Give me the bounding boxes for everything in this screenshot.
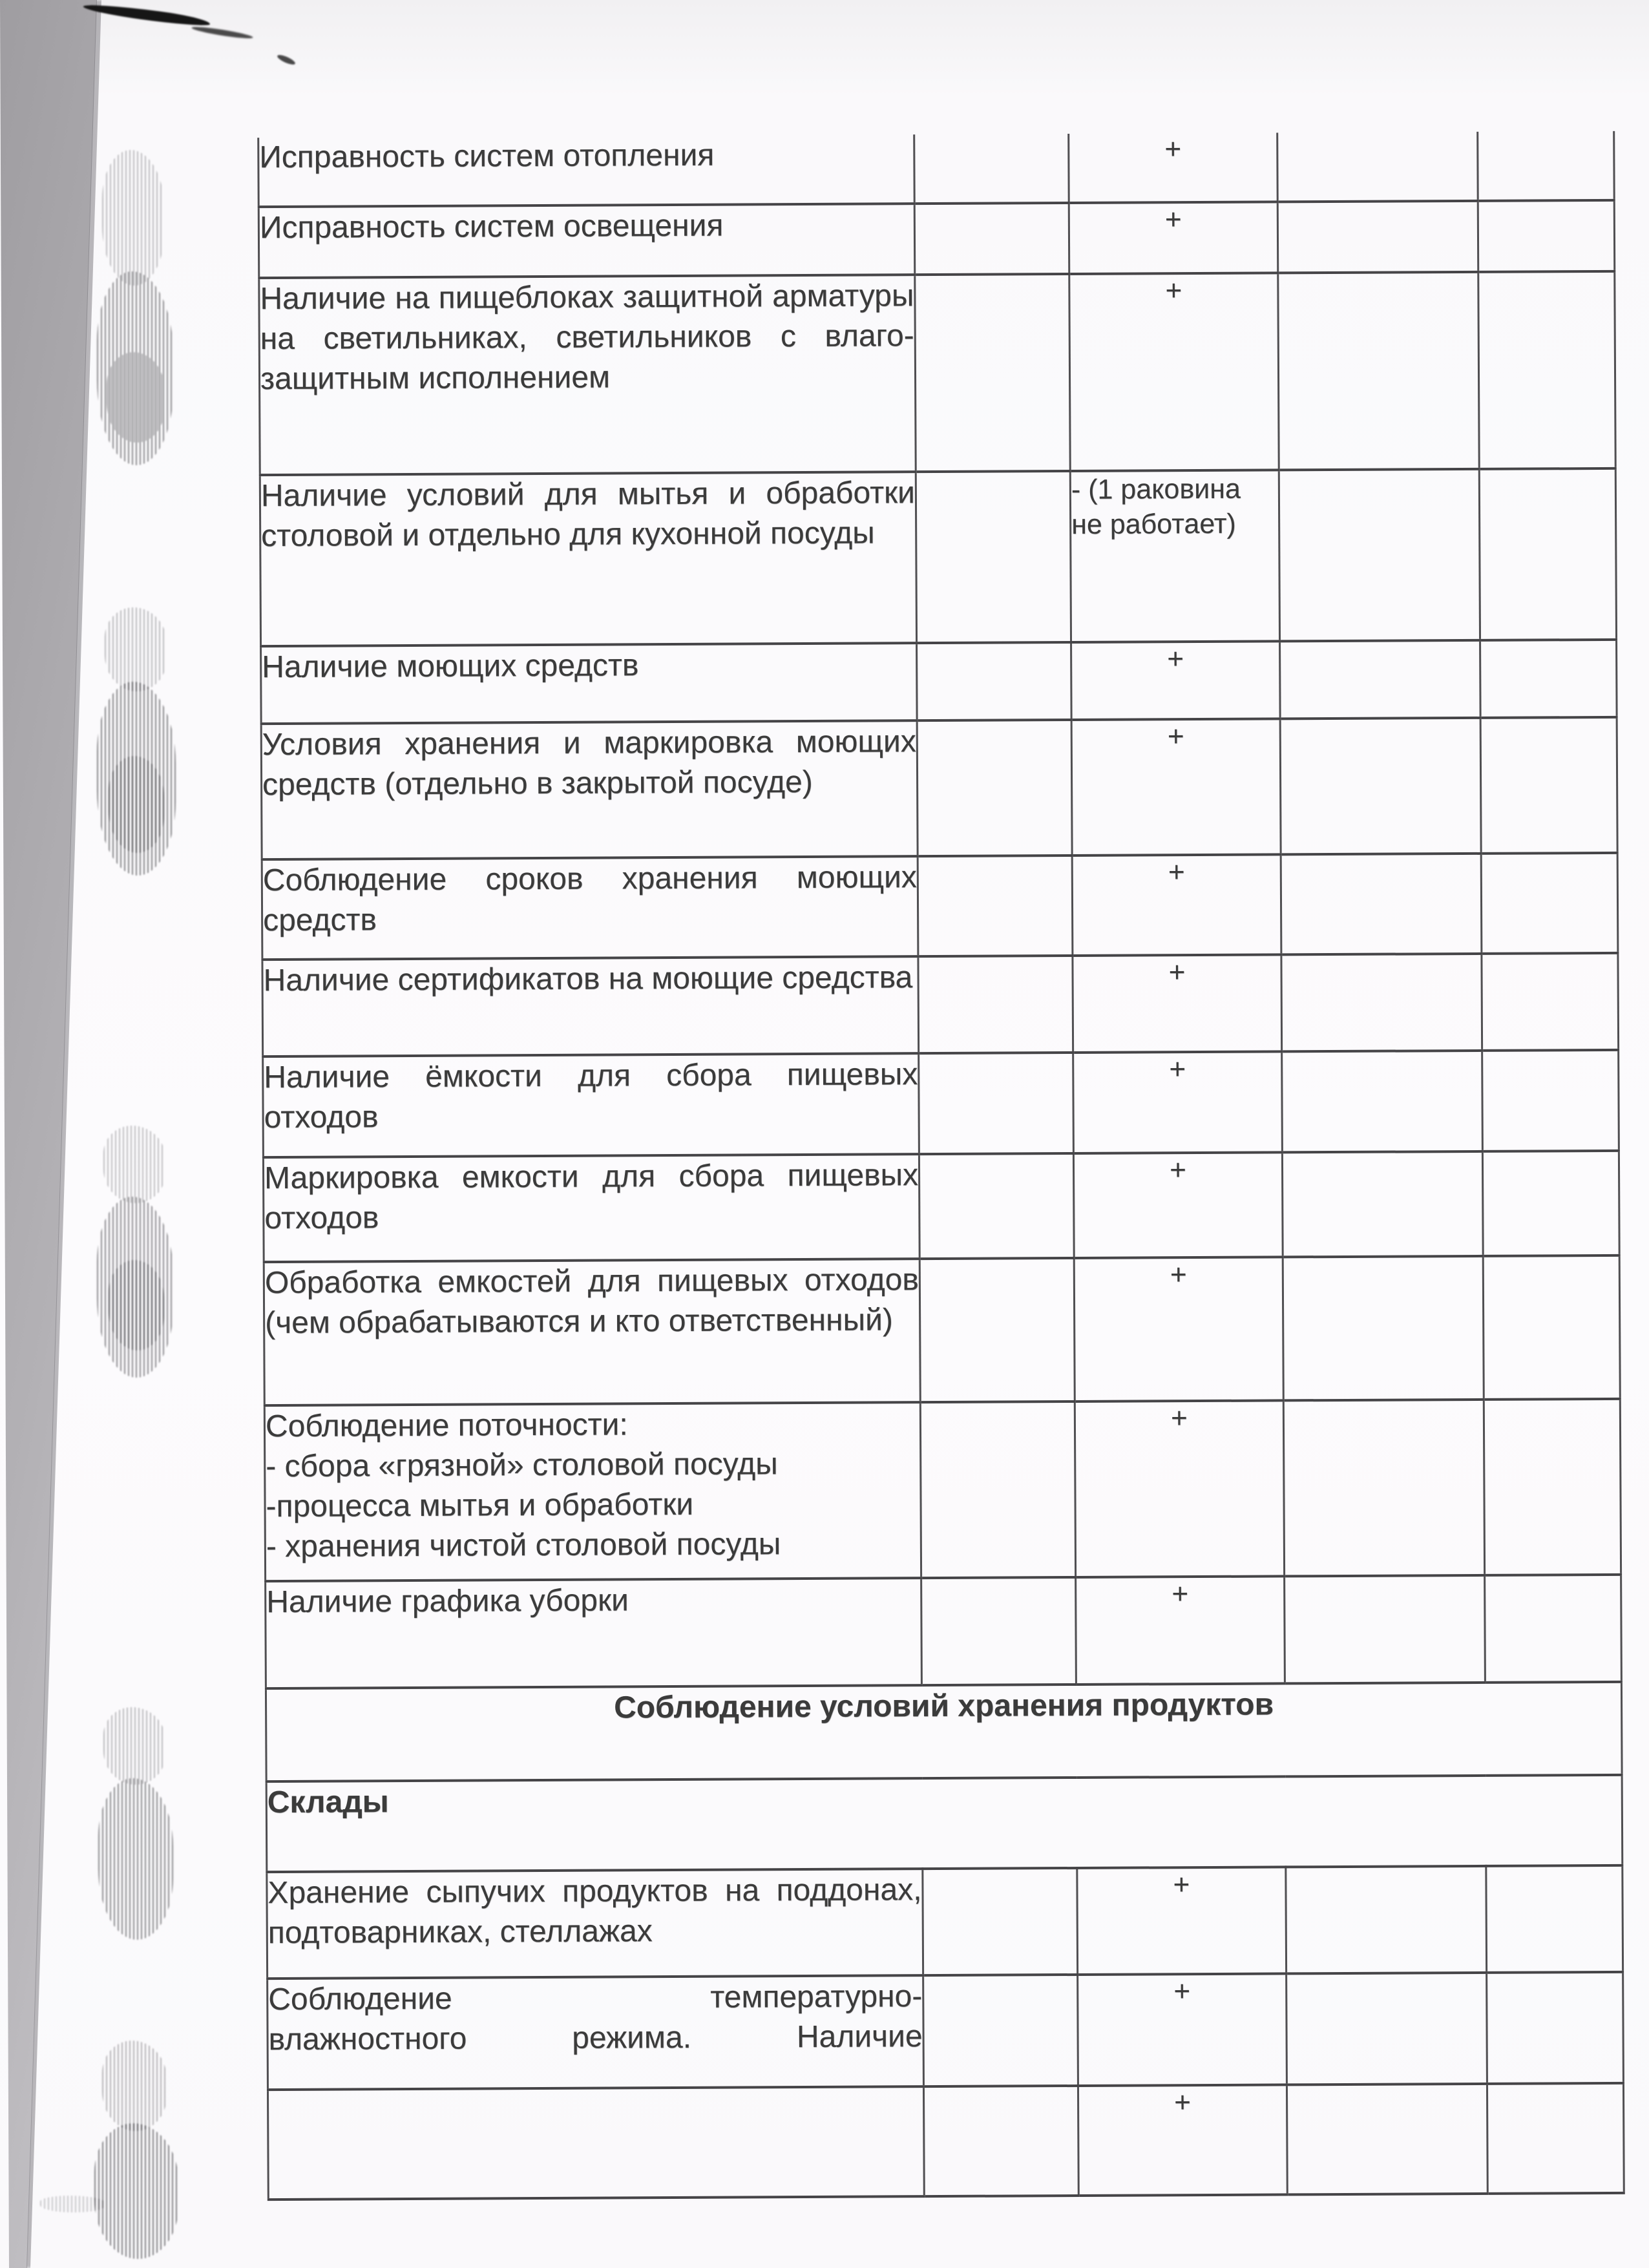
- blank-cell: [1280, 640, 1481, 719]
- blank-cell: [1285, 1575, 1486, 1684]
- blank-cell: [1483, 1255, 1620, 1400]
- table-row: [266, 1575, 1622, 1688]
- toner-smudge: [98, 1778, 173, 1940]
- blank-cell: [919, 1053, 1074, 1154]
- criterion-cell: Исправность систем освещения: [258, 204, 915, 278]
- mark-cell: +: [1071, 641, 1281, 720]
- subsection-cell: Склады: [266, 1775, 1623, 1872]
- blank-cell: [923, 1868, 1078, 1975]
- blank-cell: [1287, 2084, 1487, 2195]
- blank-cell: [1279, 469, 1480, 642]
- remark-cell: - (1 раковина не работает): [1070, 470, 1279, 642]
- blank-cell: [921, 1577, 1077, 1685]
- table-row: [264, 1255, 1620, 1405]
- blank-cell: [914, 203, 1069, 275]
- table-row: [259, 271, 1615, 475]
- mark-cell: +: [1072, 854, 1281, 956]
- criterion-cell: Соблюдение поточности: - сбора «грязной» столовой посуды -процесса мытья и обработки - хранения чистой столовой посуды: [264, 1402, 921, 1581]
- table-row: [264, 1399, 1621, 1581]
- mark-cell: +: [1078, 1973, 1287, 2086]
- criterion-cell: Наличие условий для мытья и обработки столовой и отдельно для кухонной посуды: [260, 472, 916, 646]
- mark-cell: +: [1076, 1576, 1285, 1685]
- criterion-cell: Исправность систем отопления: [258, 134, 915, 207]
- table-row: [268, 1972, 1624, 2090]
- criterion-cell: Соблюдение температурно- влажностного режима. Наличие: [268, 1975, 924, 2090]
- toner-smudge: [102, 2041, 167, 2131]
- blank-cell: [920, 1402, 1075, 1578]
- blank-cell: [916, 471, 1071, 643]
- blank-cell: [1287, 1973, 1487, 2085]
- table-row: [261, 640, 1617, 724]
- table-row: [258, 131, 1614, 207]
- blank-cell: [923, 2086, 1078, 2196]
- blank-cell: [1482, 1050, 1619, 1151]
- blank-cell: [1277, 132, 1478, 202]
- blank-cell: [919, 1153, 1074, 1259]
- mark-cell: +: [1069, 273, 1279, 471]
- blank-cell: [1283, 1256, 1484, 1401]
- table-row: [260, 468, 1616, 646]
- blank-cell: [923, 1975, 1078, 2086]
- section-header-cell: Соблюдение условий хранения продуктов: [266, 1682, 1622, 1781]
- blank-cell: [1286, 1866, 1487, 1974]
- mark-cell: +: [1073, 1051, 1283, 1153]
- mark-cell: +: [1075, 1400, 1284, 1577]
- blank-cell: [1282, 1151, 1483, 1257]
- toner-smudge: [40, 2196, 105, 2212]
- toner-smudge: [109, 756, 164, 853]
- toner-smudge: [102, 150, 164, 286]
- blank-cell: [1485, 1575, 1622, 1683]
- blank-cell: [1487, 2083, 1624, 2194]
- blank-cell: [1484, 1399, 1621, 1575]
- table-row: [267, 1865, 1623, 1979]
- mark-cell: +: [1077, 1867, 1287, 1975]
- blank-cell: [1480, 717, 1617, 854]
- toner-smudge: [103, 1707, 165, 1785]
- table-row: [268, 2083, 1624, 2200]
- sanitary-inspection-checklist-table: [257, 131, 1625, 2201]
- table-row: [263, 1050, 1619, 1157]
- blank-cell: [1480, 640, 1617, 718]
- scan-corner-artifact: [83, 1, 211, 28]
- criterion-cell: Наличие сертификатов на моющие средства: [262, 956, 919, 1056]
- blank-cell: [1280, 718, 1481, 855]
- scan-corner-artifact: [191, 25, 253, 41]
- blank-cell: [917, 642, 1072, 720]
- blank-cell: [914, 134, 1069, 204]
- mark-cell: +: [1078, 2084, 1287, 2196]
- blank-cell: [1486, 1865, 1623, 1973]
- table-row: [262, 953, 1619, 1056]
- toner-smudge: [107, 352, 165, 443]
- criterion-cell: Хранение сыпучих продуктов на поддонах, подтоварниках, стеллажах: [267, 1869, 923, 1979]
- blank-cell: [1478, 271, 1615, 469]
- blank-cell: [918, 956, 1073, 1053]
- mark-cell: +: [1071, 719, 1281, 856]
- mark-cell: +: [1073, 954, 1282, 1053]
- blank-cell: [1283, 1400, 1484, 1577]
- subsection-row: [266, 1775, 1623, 1872]
- blank-cell: [1282, 1051, 1483, 1153]
- table-row: [261, 717, 1617, 859]
- scan-speck-artifact: [276, 53, 296, 66]
- blank-cell: [1487, 1972, 1624, 2084]
- blank-cell: [919, 1258, 1075, 1402]
- blank-cell: [1281, 854, 1482, 955]
- blank-cell: [1278, 272, 1479, 470]
- table-row: [262, 853, 1618, 960]
- criterion-cell: Наличие моющих средств: [261, 643, 918, 724]
- criterion-cell: Соблюдение сроков хранения моющих средств: [262, 856, 918, 960]
- table-row: [263, 1151, 1619, 1262]
- blank-cell: [917, 720, 1072, 856]
- blank-cell: [915, 274, 1070, 472]
- criterion-cell: Обработка емкостей для пищевых отходов (чем обрабатываются и кто ответственный): [264, 1259, 920, 1405]
- toner-smudge: [94, 2123, 178, 2259]
- blank-cell: [1482, 1151, 1619, 1256]
- section-header-row: [266, 1682, 1622, 1781]
- criterion-cell: [268, 2086, 924, 2200]
- blank-cell: [1482, 953, 1619, 1051]
- mark-cell: +: [1074, 1257, 1283, 1402]
- blank-cell: [1478, 200, 1615, 272]
- blank-cell: [1277, 201, 1478, 273]
- blank-cell: [1478, 131, 1615, 201]
- mark-cell: +: [1069, 132, 1278, 203]
- blank-cell: [1481, 853, 1618, 954]
- criterion-cell: Наличие ёмкости для сбора пищевых отходов: [263, 1053, 919, 1157]
- scanner-edge-strip: [0, 0, 110, 2268]
- criterion-cell: Условия хранения и маркировка моющих средств (отдельно в закрытой посуде): [261, 720, 918, 859]
- blank-cell: [1479, 468, 1616, 640]
- criterion-cell: Маркировка емкости для сбора пищевых отходов: [263, 1154, 919, 1262]
- criterion-cell: Наличие графика уборки: [266, 1578, 922, 1688]
- toner-smudge: [109, 1260, 164, 1350]
- toner-smudge: [103, 1126, 165, 1203]
- criterion-cell: Наличие на пищеблоках защитной арматуры на светильниках, светильников с влаго-защитным исполнением: [259, 275, 916, 475]
- mark-cell: +: [1069, 202, 1278, 274]
- inspection-table-container: [257, 131, 1625, 2201]
- toner-smudge: [105, 607, 167, 691]
- blank-cell: [918, 856, 1073, 956]
- table-row: [258, 200, 1615, 278]
- mark-cell: +: [1073, 1152, 1283, 1258]
- blank-cell: [1281, 954, 1482, 1052]
